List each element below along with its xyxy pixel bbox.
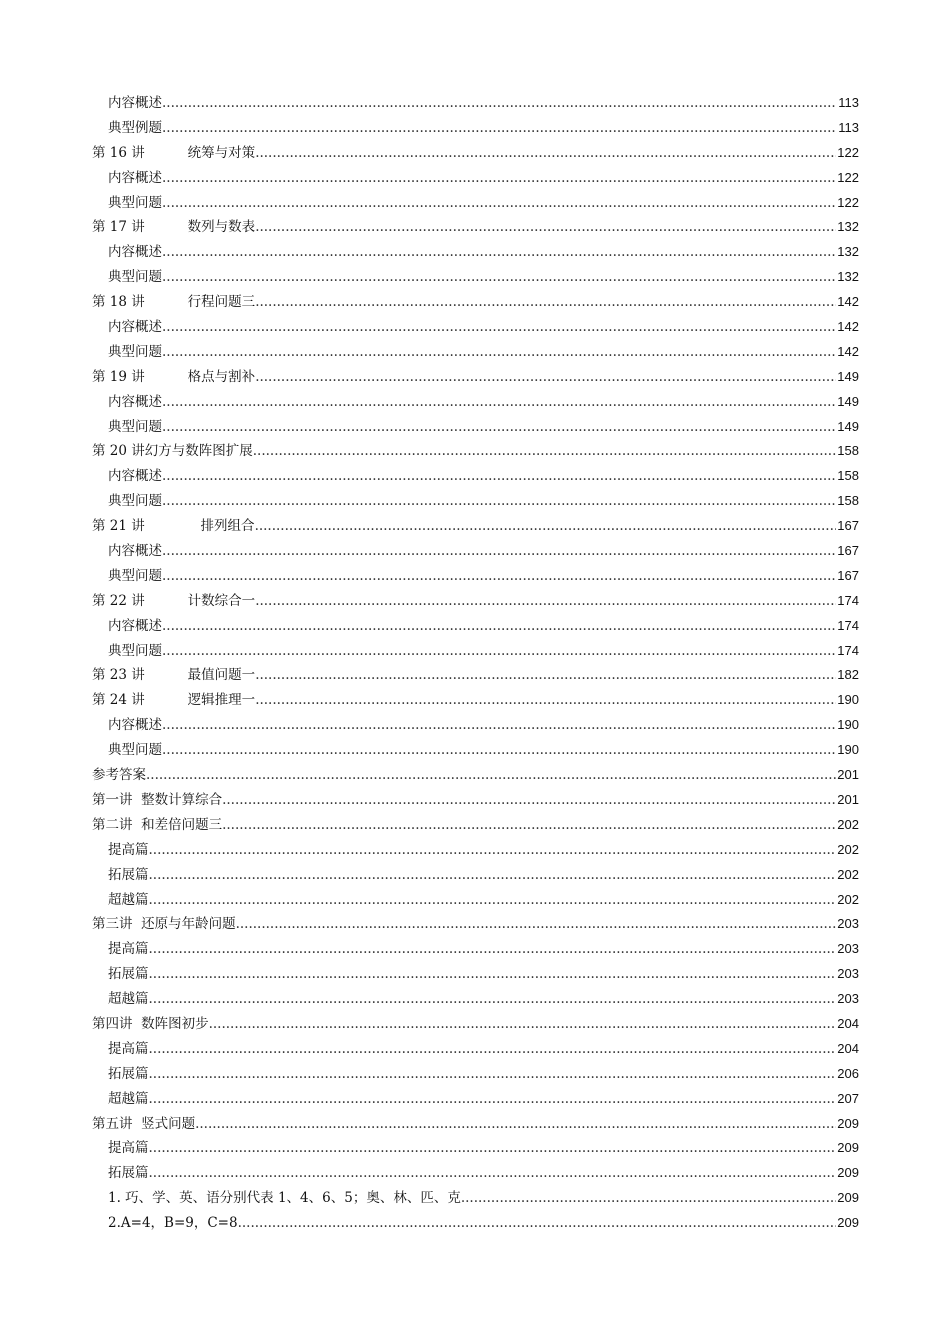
toc-page-number: 174: [837, 617, 859, 633]
toc-page-number: 209: [837, 1165, 859, 1181]
toc-page-number: 202: [837, 866, 859, 882]
toc-dot-leader: [236, 912, 837, 937]
toc-dot-leader: [162, 191, 836, 216]
toc-subentry[interactable]: [92, 713, 859, 738]
toc-entry[interactable]: [92, 215, 859, 240]
toc-subentry[interactable]: [92, 738, 859, 763]
toc-entry-label: 典型问题: [108, 194, 162, 211]
toc-page-number: 149: [837, 393, 859, 409]
toc-subentry[interactable]: [92, 415, 859, 440]
toc-dot-leader: [149, 1087, 837, 1112]
toc-dot-leader: [149, 1161, 837, 1186]
toc-page-number: 142: [837, 294, 859, 310]
toc-subentry[interactable]: [92, 962, 859, 987]
toc-subentry[interactable]: [92, 91, 859, 116]
toc-subentry[interactable]: [92, 1037, 859, 1062]
toc-entry-label: 第三讲 还原与年龄问题: [92, 916, 236, 933]
toc-subentry[interactable]: [92, 1136, 859, 1161]
toc-subentry[interactable]: [92, 564, 859, 589]
toc-entry-label: 第 21 讲 排列组合: [92, 518, 255, 535]
toc-dot-leader: [149, 1062, 837, 1087]
toc-page-number: 167: [837, 567, 859, 583]
toc-subentry[interactable]: [92, 937, 859, 962]
toc-page-number: 174: [837, 642, 859, 658]
toc-entry[interactable]: [92, 290, 859, 315]
toc-subentry[interactable]: [92, 838, 859, 863]
toc-page-number: 203: [837, 941, 859, 957]
toc-entry-label: 内容概述: [108, 617, 162, 634]
toc-dot-leader: [149, 937, 837, 962]
toc-page-number: 167: [837, 543, 859, 559]
toc-entry-label: 第 19 讲 格点与割补: [92, 368, 256, 385]
toc-page-number: 149: [837, 368, 859, 384]
toc-dot-leader: [162, 564, 836, 589]
toc-entry-label: 内容概述: [108, 169, 162, 186]
toc-entry-label: 内容概述: [108, 468, 162, 485]
toc-entry-label: 第 24 讲 逻辑推理一: [92, 692, 256, 709]
toc-page-number: 122: [837, 169, 859, 185]
toc-entry-label: 超越篇: [108, 991, 149, 1008]
toc-entry-label: 第四讲 数阵图初步: [92, 1015, 209, 1032]
toc-dot-leader: [162, 489, 836, 514]
toc-subentry[interactable]: [92, 539, 859, 564]
toc-subentry[interactable]: [92, 240, 859, 265]
toc-entry-label: 1. 巧、学、英、语分别代表 1、4、6、5；奥、林、匹、克: [108, 1190, 461, 1207]
toc-subentry[interactable]: [92, 340, 859, 365]
toc-page-number: 190: [837, 692, 859, 708]
toc-page-number: 158: [837, 468, 859, 484]
toc-dot-leader: [146, 763, 836, 788]
toc-entry-label: 典型例题: [108, 119, 162, 136]
toc-entry[interactable]: [92, 365, 859, 390]
toc-subentry[interactable]: [92, 191, 859, 216]
toc-dot-leader: [149, 838, 837, 863]
toc-page-number: 158: [837, 443, 859, 459]
toc-dot-leader: [255, 141, 836, 166]
toc-dot-leader: [149, 987, 837, 1012]
toc-subentry[interactable]: [92, 1087, 859, 1112]
toc-entry-label: 典型问题: [108, 418, 162, 435]
toc-entry[interactable]: [92, 1012, 859, 1037]
toc-dot-leader: [149, 863, 837, 888]
toc-page-number: 142: [837, 319, 859, 335]
toc-dot-leader: [253, 439, 837, 464]
toc-subentry[interactable]: [92, 464, 859, 489]
toc-entry[interactable]: [92, 589, 859, 614]
toc-entry-label: 第五讲 竖式问题: [92, 1115, 196, 1132]
toc-subentry[interactable]: [92, 116, 859, 141]
toc-entry[interactable]: [92, 788, 859, 813]
toc-page-number: 122: [837, 144, 859, 160]
toc-entry-label: 内容概述: [108, 393, 162, 410]
toc-dot-leader: [162, 340, 836, 365]
toc-subentry[interactable]: [92, 888, 859, 913]
toc-entry-label: 典型问题: [108, 343, 162, 360]
toc-entry-label: 第一讲 整数计算综合: [92, 791, 223, 808]
toc-entry-label: 内容概述: [108, 244, 162, 261]
toc-subentry[interactable]: [92, 315, 859, 340]
toc-entry[interactable]: [92, 912, 859, 937]
toc-entry-label: 参考答案: [92, 767, 146, 784]
toc-entry-label: 典型问题: [108, 493, 162, 510]
toc-page-number: 167: [837, 518, 859, 534]
toc-subentry[interactable]: [92, 390, 859, 415]
toc-dot-leader: [222, 788, 836, 813]
toc-entry[interactable]: [92, 514, 859, 539]
toc-entry-label: 典型问题: [108, 269, 162, 286]
toc-entry-label: 内容概述: [108, 95, 162, 111]
table-of-contents: [92, 91, 859, 1236]
toc-entry-label: 2.A=4，B=9，C=8: [108, 1215, 238, 1232]
toc-page-number: 203: [837, 916, 859, 932]
toc-page-number: 190: [837, 742, 859, 758]
toc-entry-label: 第 16 讲 统筹与对策: [92, 144, 256, 161]
toc-page-number: 174: [837, 592, 859, 608]
toc-subentry[interactable]: [92, 1062, 859, 1087]
toc-page-number: 202: [837, 891, 859, 907]
toc-entry-label: 拓展篇: [108, 1065, 149, 1082]
toc-entry-label: 提高篇: [108, 841, 149, 858]
toc-dot-leader: [209, 1012, 837, 1037]
toc-dot-leader: [162, 240, 836, 265]
toc-page-number: 204: [837, 1015, 859, 1031]
toc-entry-label: 第 20 讲幻方与数阵图扩展: [92, 443, 253, 460]
toc-dot-leader: [162, 265, 836, 290]
toc-subentry[interactable]: [92, 1161, 859, 1186]
toc-page-number: 204: [837, 1040, 859, 1056]
toc-entry[interactable]: [92, 813, 859, 838]
toc-page-number: 209: [837, 1190, 859, 1206]
toc-page-number: 202: [837, 816, 859, 832]
toc-entry-label: 典型问题: [108, 567, 162, 584]
toc-entry-label: 超越篇: [108, 1090, 149, 1107]
toc-dot-leader: [162, 390, 836, 415]
toc-entry[interactable]: [92, 688, 859, 713]
toc-page-number: 132: [837, 244, 859, 260]
toc-entry-label: 第 18 讲 行程问题三: [92, 294, 256, 311]
toc-dot-leader: [162, 166, 836, 191]
toc-page-number: 149: [837, 418, 859, 434]
toc-entry-label: 典型问题: [108, 742, 162, 759]
toc-dot-leader: [149, 888, 837, 913]
toc-subentry[interactable]: [92, 614, 859, 639]
toc-page-number: 202: [837, 841, 859, 857]
toc-page-number: 142: [837, 343, 859, 359]
toc-dot-leader: [255, 663, 836, 688]
toc-entry-label: 拓展篇: [108, 866, 149, 883]
toc-entry[interactable]: [92, 141, 859, 166]
toc-entry-label: 提高篇: [108, 941, 149, 958]
toc-dot-leader: [162, 464, 836, 489]
toc-dot-leader: [195, 1112, 836, 1137]
toc-dot-leader: [162, 639, 836, 664]
toc-entry-label: 拓展篇: [108, 1165, 149, 1182]
toc-page-number: 122: [837, 194, 859, 210]
toc-dot-leader: [162, 614, 836, 639]
toc-entry[interactable]: [92, 1112, 859, 1137]
toc-dot-leader: [149, 1136, 837, 1161]
toc-entry-label: 内容概述: [108, 717, 162, 734]
toc-page-number: 209: [837, 1215, 859, 1231]
toc-subentry[interactable]: [92, 265, 859, 290]
toc-subentry[interactable]: [92, 166, 859, 191]
toc-dot-leader: [162, 91, 837, 116]
toc-entry-label: 拓展篇: [108, 966, 149, 983]
toc-page-number: 182: [837, 667, 859, 683]
toc-entry[interactable]: [92, 663, 859, 688]
toc-page-number: 132: [837, 269, 859, 285]
toc-dot-leader: [162, 713, 836, 738]
toc-entry[interactable]: [92, 763, 859, 788]
toc-page-number: 209: [837, 1115, 859, 1131]
toc-entry-label: 内容概述: [108, 543, 162, 560]
toc-dot-leader: [255, 290, 836, 315]
toc-entry-label: 第 23 讲 最值问题一: [92, 667, 256, 684]
toc-dot-leader: [255, 589, 836, 614]
toc-dot-leader: [162, 116, 837, 141]
toc-entry-label: 典型问题: [108, 642, 162, 659]
toc-dot-leader: [255, 688, 836, 713]
toc-entry-label: 第 22 讲 计数综合一: [92, 592, 256, 609]
toc-subentry[interactable]: [92, 987, 859, 1012]
toc-dot-leader: [162, 415, 836, 440]
toc-dot-leader: [461, 1186, 836, 1211]
toc-entry-label: 第二讲 和差倍问题三: [92, 816, 223, 833]
toc-subentry[interactable]: [92, 1186, 859, 1211]
toc-entry[interactable]: [92, 439, 859, 464]
toc-page-number: 132: [837, 219, 859, 235]
toc-dot-leader: [149, 1037, 837, 1062]
toc-entry-label: 提高篇: [108, 1040, 149, 1057]
toc-dot-leader: [255, 365, 836, 390]
toc-page-number: 158: [837, 493, 859, 509]
toc-page-number: 190: [837, 717, 859, 733]
toc-subentry[interactable]: [92, 863, 859, 888]
toc-subentry[interactable]: [92, 639, 859, 664]
toc-page-number: 113: [838, 119, 859, 135]
toc-dot-leader: [162, 539, 836, 564]
toc-dot-leader: [238, 1211, 837, 1236]
toc-dot-leader: [149, 962, 837, 987]
toc-page-number: 113: [838, 95, 859, 110]
toc-subentry[interactable]: [92, 1211, 859, 1236]
toc-page-number: 206: [837, 1065, 859, 1081]
toc-subentry[interactable]: [92, 489, 859, 514]
toc-page-number: 203: [837, 991, 859, 1007]
toc-page-number: 207: [837, 1090, 859, 1106]
toc-dot-leader: [255, 215, 836, 240]
toc-dot-leader: [162, 738, 836, 763]
toc-page-number: 209: [837, 1140, 859, 1156]
toc-entry-label: 内容概述: [108, 319, 162, 336]
toc-entry-label: 提高篇: [108, 1140, 149, 1157]
toc-dot-leader: [222, 813, 836, 838]
toc-page-number: 203: [837, 966, 859, 982]
toc-page-number: 201: [837, 767, 859, 783]
toc-entry-label: 超越篇: [108, 891, 149, 908]
toc-dot-leader: [255, 514, 837, 539]
toc-dot-leader: [162, 315, 836, 340]
toc-page-number: 201: [837, 791, 859, 807]
toc-entry-label: 第 17 讲 数列与数表: [92, 219, 256, 236]
